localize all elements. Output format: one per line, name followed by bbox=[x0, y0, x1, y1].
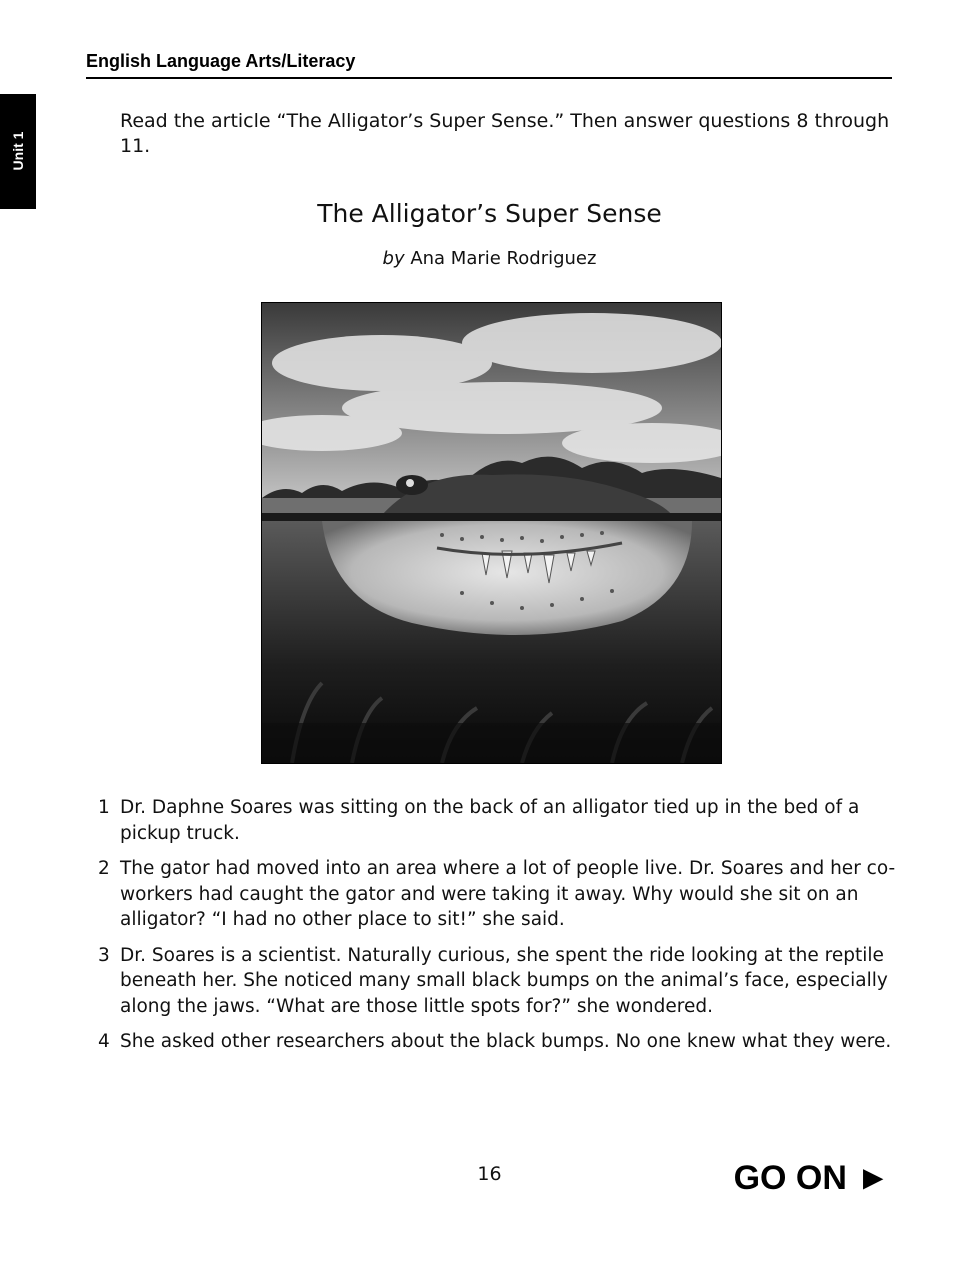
header-divider bbox=[86, 77, 892, 79]
go-on-indicator: GO ON ► bbox=[733, 1159, 890, 1197]
paragraph-number: 1 bbox=[98, 797, 110, 818]
byline bbox=[0, 248, 979, 269]
paragraph-4 bbox=[98, 1029, 898, 1055]
article-title: The Alligator’s Super Sense bbox=[317, 199, 662, 228]
paragraph-2 bbox=[98, 856, 898, 933]
paragraph-3 bbox=[98, 943, 898, 1020]
paragraph-text: Dr. Soares is a scientist. Naturally curious, she spent the ride looking at the reptile beneath her. She noticed many small black bumps on the animal’s face, especially along the jaws. “What are those little spots for?” she wondered. bbox=[120, 944, 888, 1017]
subject-header: English Language Arts/Literacy bbox=[86, 51, 356, 71]
paragraph-text: The gator had moved into an area where a lot of people live. Dr. Soares and her co-workers had caught the gator and were taking it away. Why would she sit on an alligator? “I had no other place to sit!” she said. bbox=[120, 858, 896, 930]
article-body bbox=[98, 795, 898, 1065]
paragraph-1 bbox=[98, 795, 898, 846]
author-name: Ana Marie Rodriguez bbox=[410, 248, 597, 269]
page-number: 16 bbox=[477, 1163, 502, 1185]
byline-prefix: by bbox=[382, 248, 405, 269]
paragraph-text: She asked other researchers about the black bumps. No one knew what they were. bbox=[120, 1031, 892, 1052]
paragraph-text: Dr. Daphne Soares was sitting on the back of an alligator tied up in the bed of a pickup truck. bbox=[120, 797, 860, 844]
paragraph-number: 3 bbox=[98, 944, 110, 966]
reading-instructions: Read the article “The Alligator’s Super Sense.” Then answer questions 8 through 11. bbox=[120, 110, 890, 157]
unit-side-tab bbox=[0, 94, 36, 209]
paragraph-number: 4 bbox=[98, 1031, 110, 1052]
alligator-photo bbox=[261, 302, 722, 764]
unit-tab-label: Unit 1 bbox=[10, 131, 26, 171]
paragraph-number: 2 bbox=[98, 858, 110, 879]
